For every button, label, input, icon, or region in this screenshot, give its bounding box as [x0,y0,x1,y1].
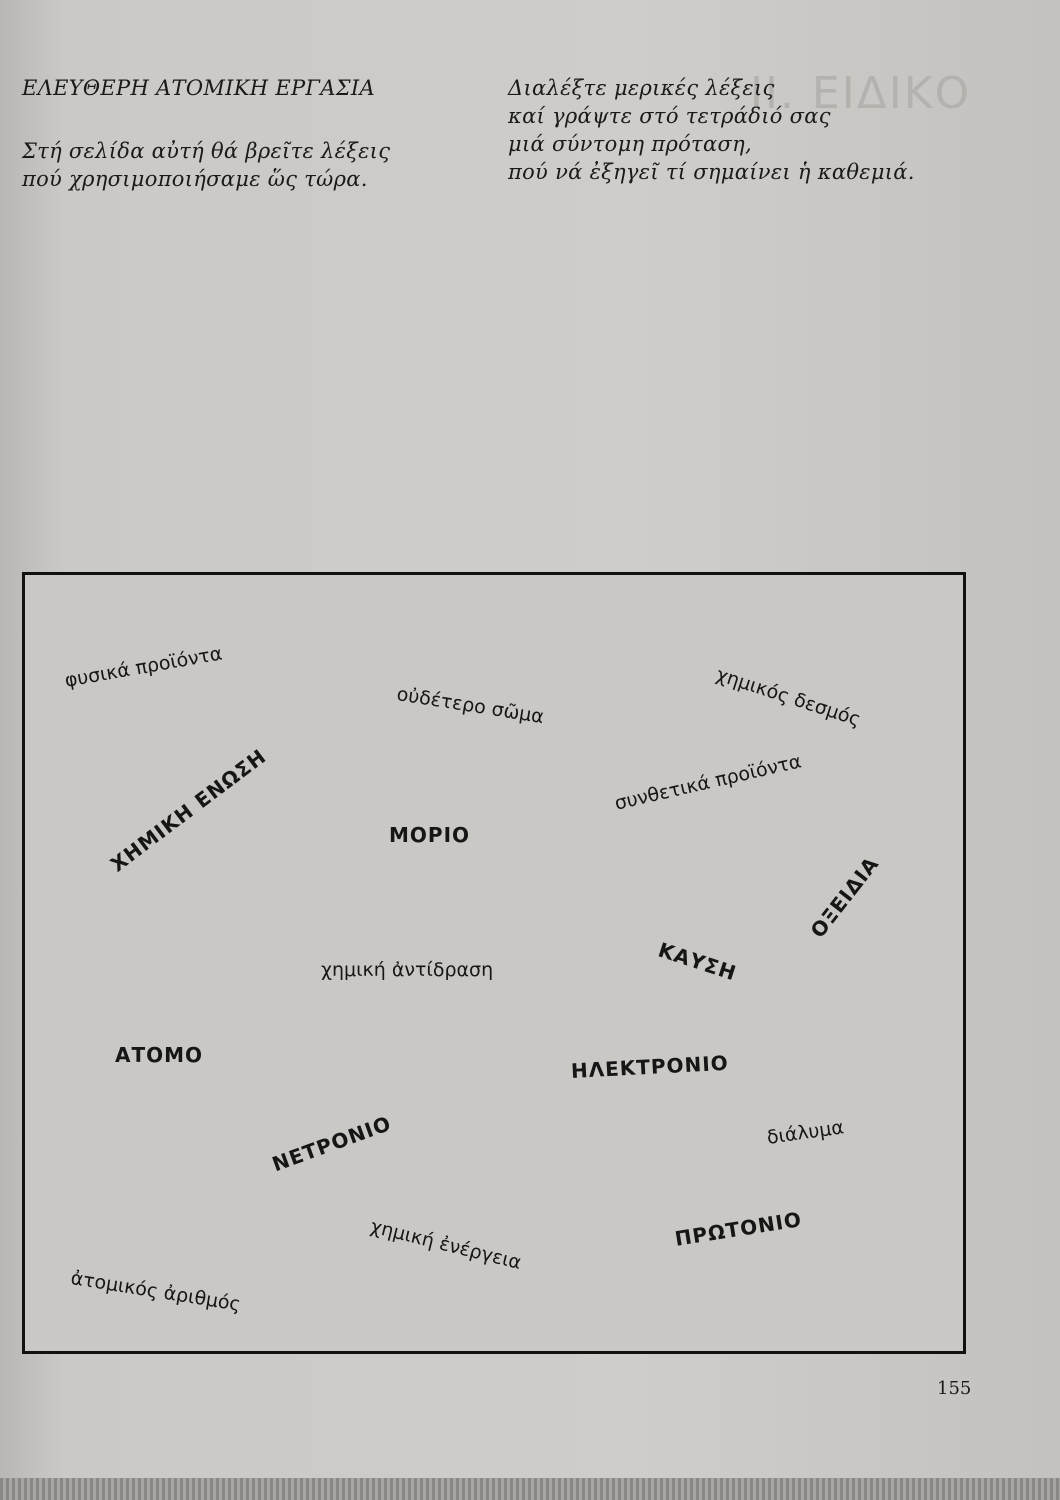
intro-line: Στή σελίδα αὐτή θά βρεῖτε λέξεις [22,139,391,163]
instruction-line: πού νά ἐξηγεῖ τί σημαίνει ἡ καθεμιά. [508,160,915,184]
intro-text [22,137,390,193]
instruction-line: Διαλέξτε μερικές λέξεις [508,76,775,100]
word-oxeidia: ΟΞΕΙΔΙΑ [805,851,884,943]
word-netronio: ΝΕΤΡΟΝΙΟ [268,1111,395,1177]
scan-edge [0,1478,1060,1500]
word-dialyma: διάλυμα [765,1116,846,1149]
instruction-line: καί γράψτε στό τετράδιό σας [508,104,831,128]
intro-line: πού χρησιμοποιήσαμε ὥς τώρα. [22,167,368,191]
word-chimiki-antidrasi: χημική ἀντίδραση [321,959,494,981]
word-fysika-proionta: φυσικά προϊόντα [63,642,225,692]
bleed-through-heading: II. ΕΙΔΙΚΟ [750,68,972,119]
instruction-line: μιά σύντομη πρόταση, [508,132,752,156]
section-title: ΕΛΕΥΘΕΡΗ ΑΤΟΜΙΚΗ ΕΡΓΑΣΙΑ [22,76,375,100]
word-atomikos-arithmos: ἀτομικός ἀριθμός [69,1267,243,1316]
word-atomo: ΑΤΟΜΟ [115,1043,204,1067]
word-ilektronio: ΗΛΕΚΤΡΟΝΙΟ [570,1050,730,1083]
page-number: 155 [937,1378,972,1399]
word-chimikos-desmos: χημικός δεσμός [713,663,864,731]
word-oudetero-soma: οὐδέτερο σῶμα [395,683,546,729]
word-chimiki-enosi: ΧΗΜΙΚΗ ΕΝΩΣΗ [105,743,271,877]
word-kaysi: ΚΑΥΣΗ [655,937,740,986]
word-synthetika-proionta: συνθετικά προϊόντα [612,750,804,815]
word-protonio: ΠΡΩΤΟΝΙΟ [673,1207,804,1251]
word-morio: ΜΟΡΙΟ [389,823,471,847]
instructions-text [508,74,915,186]
word-box [22,572,966,1354]
word-chimiki-energeia: χημική ἐνέργεια [368,1215,524,1275]
